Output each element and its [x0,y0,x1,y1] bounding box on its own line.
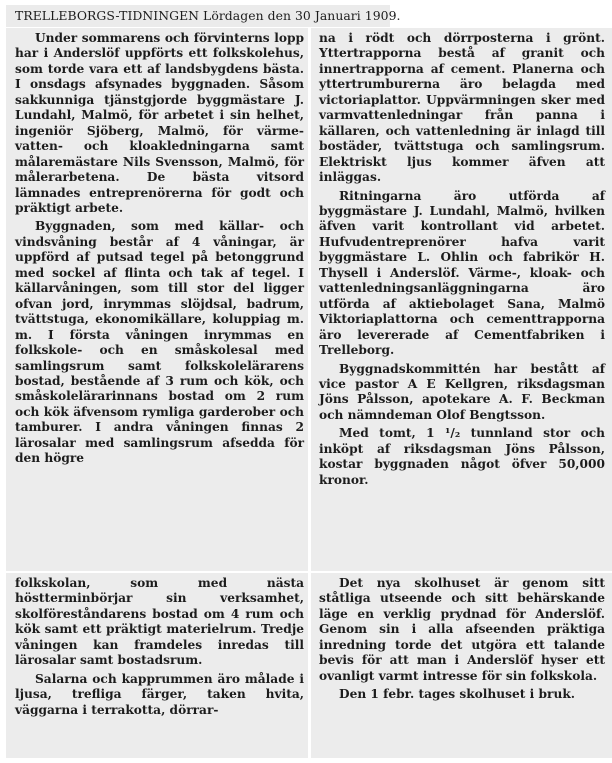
column-top-left [6,28,308,571]
paragraph: Salarna och kapprummen äro målade i ljusa, trefliga färger, taken hvita, väggarna i terrakotta, dörrar- [15,671,304,717]
paragraph: Byggnadskommittén har bestått af vice pastor A E Kellgren, riksdagsman Jöns Pålsson, apotekare A. F. Beckman och nämndeman Olof Bengtsson. [319,361,605,422]
paragraph: na i rödt och dörrposterna i grönt. Yttertrapporna bestå af granit och innertrapporna af cement. Planerna och yttertrumburerna äro belagda med victoriaplattor. Uppvärmningen sker med varmvattenledningar från panna i källaren, och vattenledning är inlagd till bostäder, tvättstuga och samlingsrum. Elektriskt ljus kommer äfven att inläggas. [319,31,605,185]
paragraph: Byggnaden, som med källar- och vindsvåning består af 4 våningar, är uppförd af putsad tegel på betonggrund med sockel af flinta och tak af tegel. I källarvåningen, som till stor del ligger ofvan jord, inrymmas slöjdsal, badrum, tvättstuga, ekonomikällare, koluppiag m. m. I första våningen inrymmas en folkskole- och en småskolesal med samlingsrum samt folkskolelärarens bostad, bestående af 3 rum och kök, och småskolelärarinnans bostad om 2 rum och kök äfvensom rymliga garderober och tamburer. I andra våningen finnas 2 lärosalar med samlingsrum afsedda för den högre [15,219,304,466]
paragraph: folkskolan, som med nästa höstterminbörjar sin verksamhet, skolföreståndarens bostad om 4 rum och kök samt ett präktigt materielrum. Tredje våningen kan framdeles inredas till lärosalar samt bostadsrum. [15,576,304,668]
paragraph: Med tomt, 1 ¹/₂ tunnland stor och inköpt af riksdagsman Jöns Pålsson, kostar byggnaden något öfver 50,000 kronor. [319,426,605,487]
paragraph: Den 1 febr. tages skolhuset i bruk. [339,687,576,702]
column-top-right [311,28,612,571]
column-bottom-left [6,573,308,758]
column-bottom-right [311,573,612,758]
newspaper-header: TRELLEBORGS-TIDNINGEN Lördagen den 30 Januari 1909. [6,5,390,27]
paragraph: Under sommarens och förvinterns lopp har i Anderslöf uppförts ett folkskolehus, som torde vara ett af landsbygdens bästa. I onsdags afsynades byggnaden. Såsom sakkunniga tjänstgjorde byggmästare J. Lundahl, Malmö, för arbetet i sin helhet, ingeniör Sjöberg, Malmö, för värme- vatten- och kloakledningarna samt målaremästare Nils Svensson, Malmö, för målerarbetena. De bästa vitsord lämnades entreprenörerna för godt och präktigt arbete. [15,31,304,215]
column-divider [308,28,311,758]
paragraph: Ritningarna äro utförda af byggmästare J. Lundahl, Malmö, hvilken äfven varit kontrollant vid arbetet. Hufvudentreprenörer hafva varit byggmästare L. Ohlin och fabrikör H. Thysell i Anderslöf. Värme-, kloak- och vattenledningsanläggningarna äro utförda af aktiebolaget Sana, Malmö Viktoriaplattorna och cementtrapporna äro levererade af Cementfabriken i Trelleborg. [319,188,605,358]
paragraph: Det nya skolhuset är genom sitt ståtliga utseende och sitt behärskande läge en verklig prydnad för Anderslöf. Genom sin i alla afseenden präktiga inredning torde det utgöra ett talande bevis för att man i Anderslöf hyser ett ovanligt varmt intresse för sin folkskola. [319,576,605,683]
